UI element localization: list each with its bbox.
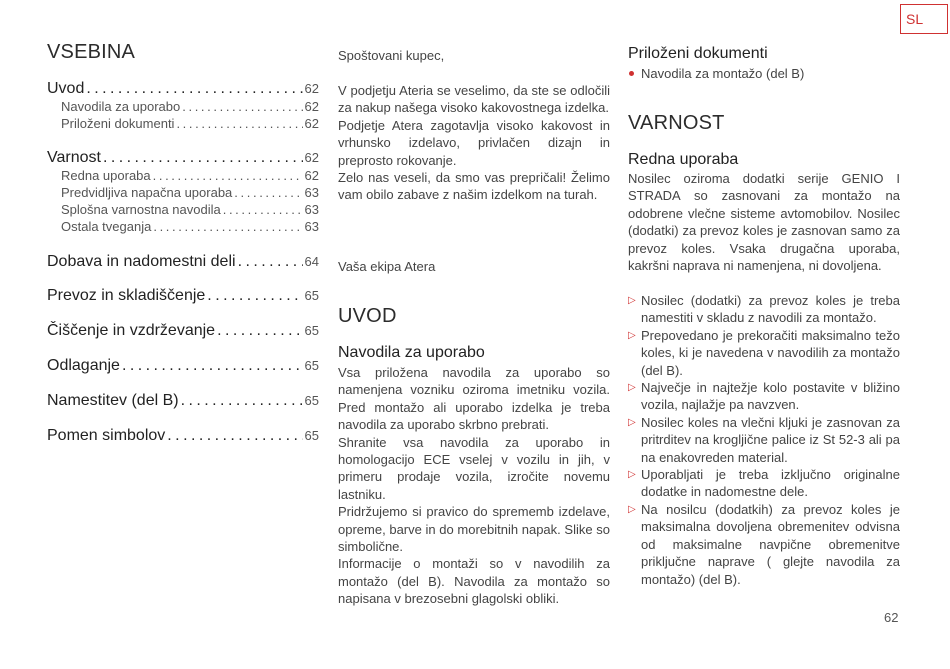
triangle-bullet-icon: ▷: [628, 416, 636, 428]
triangle-bullet-icon: ▷: [628, 382, 636, 394]
toc-leader: [167, 427, 302, 445]
toc-item-ostala[interactable]: [47, 219, 319, 234]
toc-item-page: 63: [304, 185, 319, 200]
intro-text: [338, 82, 610, 204]
toc-item-label: Navodila za uporabo: [61, 99, 181, 114]
triangle-bullet-icon: ▷: [628, 295, 636, 306]
toc-item-page: 62: [304, 150, 319, 165]
toc-item-label: Redna uporaba: [61, 168, 151, 183]
toc-item-page: 65: [304, 428, 319, 443]
toc-item-predvidljiva[interactable]: [47, 185, 319, 200]
list-item: ▷ Prepovedano je prekoračiti maksimalno težo koles, ki je navedena v navodilih za montažo (del B).: [628, 327, 900, 378]
navodila-heading: Navodila za uporabo: [338, 344, 485, 361]
toc-leader: [223, 202, 303, 217]
list-item: ▷ Uporabljati je treba izključno originalne dodatke in nadomestne dele.: [628, 467, 900, 500]
page-number: 62: [884, 610, 899, 625]
toc-item-page: 64: [304, 254, 319, 269]
toc-item-page: 62: [304, 81, 319, 96]
toc-item-page: 63: [304, 219, 319, 234]
toc-leader: [181, 392, 303, 410]
toc-item-label: Prevoz in skladiščenje: [47, 287, 206, 304]
toc-leader: [86, 80, 302, 98]
intro-line: V podjetju Ateria se veselimo, da ste se odločili za nakup našega visoko kakovostnega izdelka.: [338, 83, 610, 116]
toc-leader: [103, 149, 303, 167]
toc-item-prilozeni[interactable]: [47, 116, 319, 131]
list-item: ▷ Največje in najtežje kolo postavite v bližino vozila, najlažje pa navzven.: [628, 380, 900, 413]
toc-item-page: 63: [304, 202, 319, 217]
toc-item-redna[interactable]: [47, 168, 319, 183]
toc-item-label: Predvidljiva napačna uporaba: [61, 185, 233, 200]
toc-leader: [207, 287, 302, 305]
toc-item-label: Dobava in nadomestni deli: [47, 253, 236, 270]
uvod-paragraph: Informacije o montaži so v navodilih za montažo (del B). Navodila za montažo so napisana v brezosebni glagolski obliki.: [338, 556, 610, 607]
toc-leader: [153, 168, 303, 183]
redna-heading: Redna uporaba: [628, 151, 739, 168]
varnost-heading: VARNOST: [628, 112, 725, 134]
triangle-bullet-icon: ▷: [628, 329, 636, 341]
toc-leader: [122, 357, 303, 375]
signature: Vaša ekipa Atera: [338, 259, 436, 274]
toc-leader: [234, 185, 302, 200]
toc-item-label: Splošna varnostna navodila: [61, 202, 221, 217]
intro-line: Podjetje Atera zagotavlja visoko kakovost in vrhunsko izdelavo, privlačen dizajn in preprosto rokovanje.: [338, 117, 610, 168]
toc-item-page: 65: [304, 393, 319, 408]
toc-item-navodila[interactable]: [47, 99, 319, 114]
safety-bullets: [628, 292, 900, 588]
toc-item-odlaganje[interactable]: [47, 357, 319, 375]
toc-item-varnost[interactable]: [47, 149, 319, 167]
toc-item-label: Priloženi dokumenti: [61, 116, 175, 131]
toc-item-label: Namestitev (del B): [47, 392, 179, 409]
intro-line: Zelo nas veseli, da smo vas prepričali! Želimo vam obilo zabave z našim izdelkom na turah.: [338, 170, 610, 203]
toc-item-label: Pomen simbolov: [47, 427, 166, 444]
toc-item-pomen[interactable]: [47, 427, 319, 445]
list-item: ▷ Na nosilcu (dodatkih) za prevoz koles je maksimalna dovoljena obremenitev odvisna od maksimalne navpične obremenitve priključne naprave ( glejte navodila za montažo) (del B).: [628, 501, 900, 587]
triangle-bullet-icon: ▷: [628, 469, 636, 481]
toc-item-splosna[interactable]: [47, 202, 319, 217]
redna-paragraph: Nosilec oziroma dodatki serije GENIO I STRADA so zasnovani za montažo na odobrene vlečne sisteme avtomobilov. Nosilec (dodatki) za prevoz koles je zasnovan samo za prevoz koles. Vsaka drugačna uporaba, kakršni naprava ni namenjena, ni dovoljena.: [628, 171, 900, 274]
toc-item-namestitev[interactable]: [47, 392, 319, 410]
uvod-paragraph: Shranite vsa navodila za uporabo in homologacijo ECE vselej v vozilu in jih, v primeru prodaje vozila, izročite novemu lastniku.: [338, 434, 610, 502]
list-item: ▷ Nosilec (dodatki) za prevoz koles je treba namestiti v skladu z navodili za montažo.: [628, 293, 900, 326]
toc-item-page: 62: [304, 168, 319, 183]
bullet-dot-icon: [629, 71, 634, 76]
greeting: Spoštovani kupec,: [338, 48, 445, 63]
toc-leader: [182, 99, 302, 114]
toc-item-label: Čiščenje in vzdrževanje: [47, 322, 216, 339]
uvod-text: [338, 364, 610, 608]
uvod-paragraph: Vsa priložena navodila za uporabo so namenjena vozniku oziroma imetniku vozila. Pred montažo ali uporabo izdelka je treba navodila za uporabo skrbno prebrati.: [338, 365, 610, 433]
uvod-heading: UVOD: [338, 305, 397, 327]
attached-list: [628, 65, 900, 82]
toc-item-page: 65: [304, 288, 319, 303]
toc-item-ciscenje[interactable]: [47, 322, 319, 340]
list-item: ▷ Nosilec koles na vlečni kljuki je zasnovan za pritrditev na krogljične palice iz St 52-3 ali pa na enakovreden material.: [628, 414, 900, 465]
toc-title: VSEBINA: [47, 41, 136, 63]
toc-item-page: 62: [304, 99, 319, 114]
toc-leader: [176, 116, 302, 131]
toc-item-uvod[interactable]: [47, 80, 319, 98]
toc-leader: [217, 322, 302, 340]
toc-item-label: Ostala tveganja: [61, 219, 152, 234]
toc-item-label: Odlaganje: [47, 357, 120, 374]
toc-item-label: Uvod: [47, 80, 85, 97]
toc-item-page: 65: [304, 323, 319, 338]
triangle-bullet-icon: ▷: [628, 503, 636, 515]
language-badge: SL: [900, 4, 948, 34]
toc-item-label: Varnost: [47, 149, 101, 166]
toc-item-prevoz[interactable]: [47, 287, 319, 305]
uvod-paragraph: Pridržujemo si pravico do sprememb izdelave, opreme, barve in do morebitnih napak. Slike so simbolične.: [338, 504, 610, 555]
toc-item-page: 62: [304, 116, 319, 131]
list-item: Navodila za montažo (del B): [628, 65, 900, 82]
toc-leader: [238, 253, 303, 271]
toc-item-page: 65: [304, 358, 319, 373]
attached-heading: Priloženi dokumenti: [628, 45, 768, 62]
toc-leader: [153, 219, 302, 234]
toc-item-dobava[interactable]: [47, 253, 319, 271]
